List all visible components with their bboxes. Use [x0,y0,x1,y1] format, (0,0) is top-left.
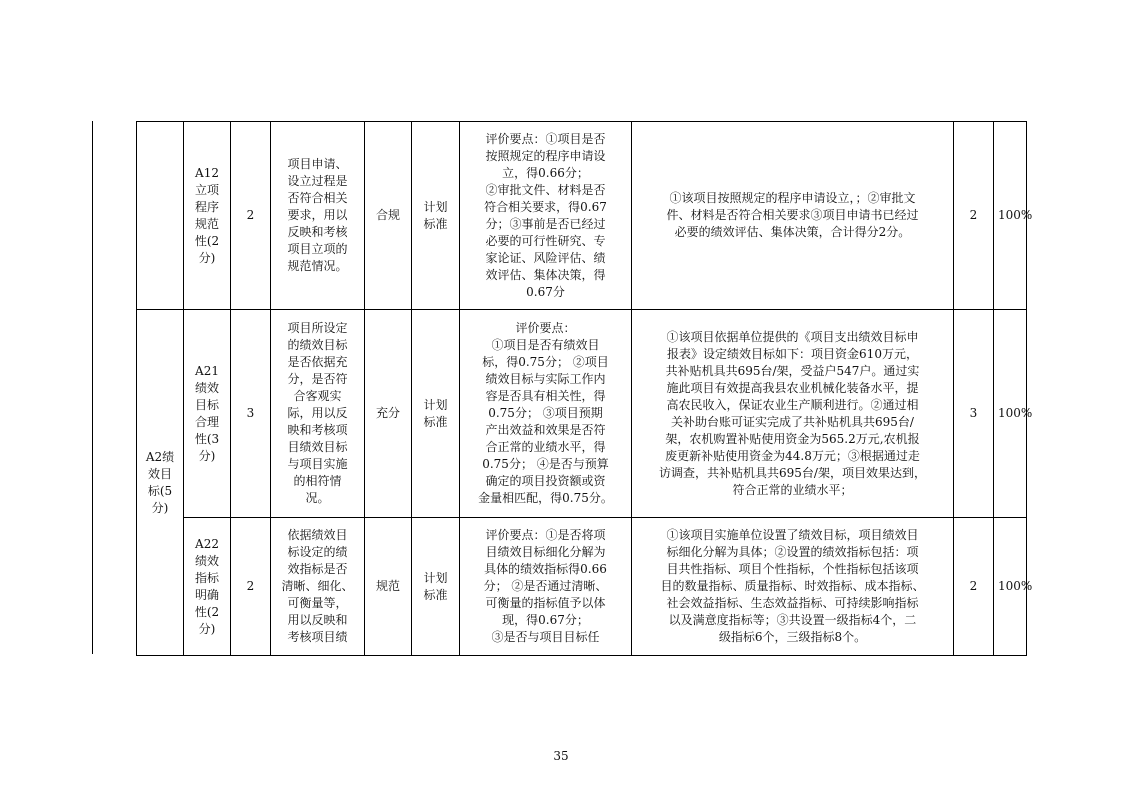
table-row [137,122,1027,310]
criterion-cell: 充分 [365,310,412,518]
indicator-description-cell: 项目申请、 设立过程是 否符合相关 要求，用以 反映和考核 项目立项的 规范情况。 [271,122,365,310]
score-rate-cell: 100% [994,310,1027,518]
level2-indicator-cell: A22 绩效 指标 明确 性(2 分) [184,518,231,656]
weight-cell: 3 [231,310,271,518]
criterion-cell: 合规 [365,122,412,310]
table-row [137,310,1027,518]
analysis-cell: ①该项目实施单位设置了绩效目标，项目绩效目 标细化分解为具体；②设置的绩效指标包括：项 目共性指标、项目个性指标，个性指标包括该项 目的数量指标、质量指标、时效指标、成本指标、 社会效益指标、生态效益指标、可持续影响指标 以及满意度指标等；③共设置一级指标4个，二 级指标6个，三级指标8个。 [632,518,954,656]
score-rate-cell: 100% [994,518,1027,656]
indicator-description-cell: 依据绩效目 标设定的绩 效指标是否 清晰、细化、 可衡量等， 用以反映和 考核项目绩 [271,518,365,656]
level2-indicator-cell: A21 绩效 目标 合理 性(3 分) [184,310,231,518]
standard-cell: 计划 标准 [412,518,460,656]
score-rate-cell: 100% [994,122,1027,310]
score-cell: 2 [954,518,994,656]
level1-indicator-cell: A2绩 效目 标(5 分) [137,310,184,656]
score-cell: 2 [954,122,994,310]
weight-cell: 2 [231,518,271,656]
score-cell: 3 [954,310,994,518]
level2-indicator-cell: A12 立项 程序 规范 性(2 分) [184,122,231,310]
standard-cell: 计划 标准 [412,122,460,310]
analysis-cell: ①该项目按照规定的程序申请设立，；②审批文 件、材料是否符合相关要求③项目申请书已经过 必要的绩效评估、集体决策，合计得分2分。 [632,122,954,310]
table-row [137,518,1027,656]
scoring-points-cell: 评价要点：①是否将项 目绩效目标细化分解为 具体的绩效指标得0.66 分； ②是否通过清晰、 可衡量的指标值予以体 现，得0.67分； ③是否与项目目标任 [460,518,632,656]
level1-cell [137,122,184,310]
analysis-cell: ①该项目依据单位提供的《项目支出绩效目标申 报表》设定绩效目标如下：项目资金610万元， 共补贴机具共695台/架，受益户547户。通过实 施此项目有效提高我县农业机械化装备水平，提 高农民收入，保证农业生产顺利进行。②通过相 关补助台账可证实完成了共补贴机具共695台/ 架，农机购置补贴使用资金为565.2万元,农机报 废更新补贴使用资金为44.8万元；③根据通过走 访调查，共补贴机具共695台/架，项目效果达到， 符合正常的业绩水平； [632,310,954,518]
scoring-points-cell: 评价要点： ①项目是否有绩效目 标，得0.75分； ②项目 绩效目标与实际工作内 容是否具有相关性，得 0.75分； ③项目预期 产出效益和效果是否符 合正常的业绩水平，得 0.75分； ④是否与预算 确定的项目投资额或资 金量相匹配，得0.75分。 [460,310,632,518]
binding-line [92,121,93,654]
weight-cell: 2 [231,122,271,310]
indicator-description-cell: 项目所设定 的绩效目标 是否依据充 分，是否符 合客观实 际，用以反 映和考核项 目绩效目标 与项目实施 的相符情 况。 [271,310,365,518]
evaluation-table [136,121,1033,656]
page-number: 35 [553,749,569,763]
standard-cell: 计划 标准 [412,310,460,518]
criterion-cell: 规范 [365,518,412,656]
scoring-points-cell: 评价要点：①项目是否 按照规定的程序申请设 立，得0.66分； ②审批文件、材料是否 符合相关要求，得0.67 分；③事前是否已经过 必要的可行性研究、专 家论证、风险评估、绩 效评估、集体决策，得 0.67分 [460,122,632,310]
